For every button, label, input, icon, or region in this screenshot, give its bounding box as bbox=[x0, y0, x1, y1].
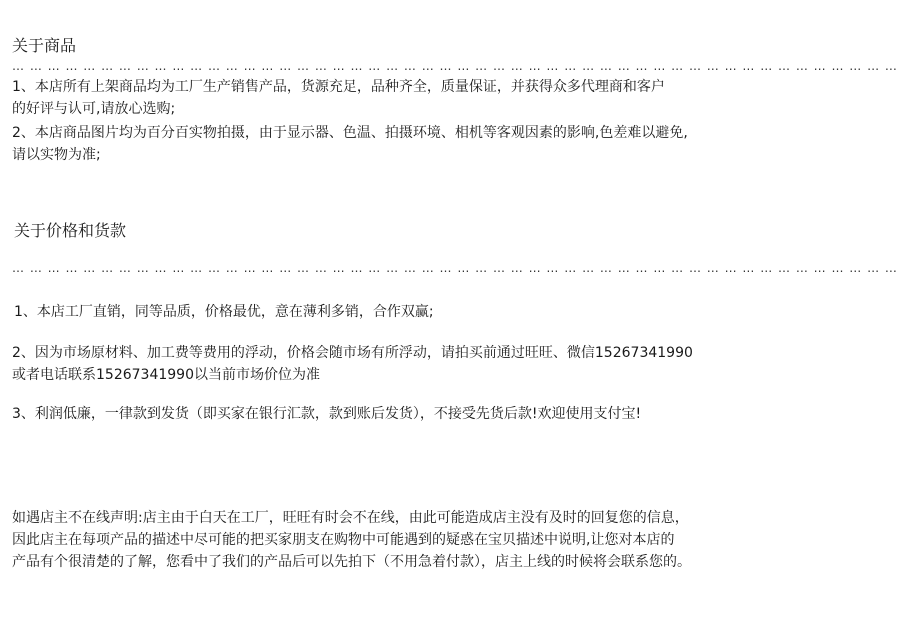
product-section-separator: … … … … … … … … … … … … … … … … … … … … … … … … … … … … … … … … … … … … … … … … … … … … … … … … … … bbox=[12, 59, 898, 73]
price-section-separator: … … … … … … … … … … … … … … … … … … … … … … … … … … … … … … … … … … … … … … … … … … … … … … … … … … bbox=[12, 261, 898, 275]
price-item-2-line-2: 或者电话联系15267341990以当前市场价位为准 bbox=[12, 367, 320, 383]
offline-notice bbox=[12, 507, 790, 573]
price-item-1-line: 1、本店工厂直销，同等品质，价格最优，意在薄利多销，合作双赢; bbox=[14, 304, 434, 320]
offline-notice-line-3: 产品有个很清楚的了解，您看中了我们的产品后可以先拍下（不用急着付款），店主上线的时候将会联系您的。 bbox=[12, 554, 691, 570]
product-item-2 bbox=[12, 122, 790, 166]
price-item-1 bbox=[14, 301, 792, 323]
price-item-2 bbox=[12, 342, 790, 386]
product-item-1-line-2: 的好评与认可,请放心选购; bbox=[12, 101, 176, 117]
product-item-2-line-2: 请以实物为准; bbox=[12, 147, 101, 163]
offline-notice-line-1: 如遇店主不在线声明:店主由于白天在工厂，旺旺有时会不在线，由此可能造成店主没有及时的回复您的信息， bbox=[12, 510, 689, 526]
offline-notice-line-2: 因此店主在每项产品的描述中尽可能的把买家朋支在购物中可能遇到的疑惑在宝贝描述中说明,让您对本店的 bbox=[12, 532, 675, 548]
price-item-3-line: 3、利润低廉，一律款到发货（即买家在银行汇款，款到账后发货），不接受先货后款!欢迎使用支付宝! bbox=[12, 406, 642, 422]
price-item-3 bbox=[12, 403, 790, 425]
product-section-title: 关于商品 bbox=[12, 36, 77, 55]
product-item-1-line-1: 1、本店所有上架商品均为工厂生产销售产品，货源充足，品种齐全，质量保证，并获得众多代理商和客户 bbox=[12, 79, 665, 95]
price-item-2-line-1: 2、因为市场原材料、加工费等费用的浮动，价格会随市场有所浮动，请拍买前通过旺旺、微信15267341990 bbox=[12, 345, 693, 361]
price-section-title: 关于价格和货款 bbox=[14, 221, 127, 240]
product-item-2-line-1: 2、本店商品图片均为百分百实物拍摄，由于显示器、色温、拍摄环境、相机等客观因素的影响,色差难以避免, bbox=[12, 125, 688, 141]
product-item-1 bbox=[12, 76, 790, 120]
